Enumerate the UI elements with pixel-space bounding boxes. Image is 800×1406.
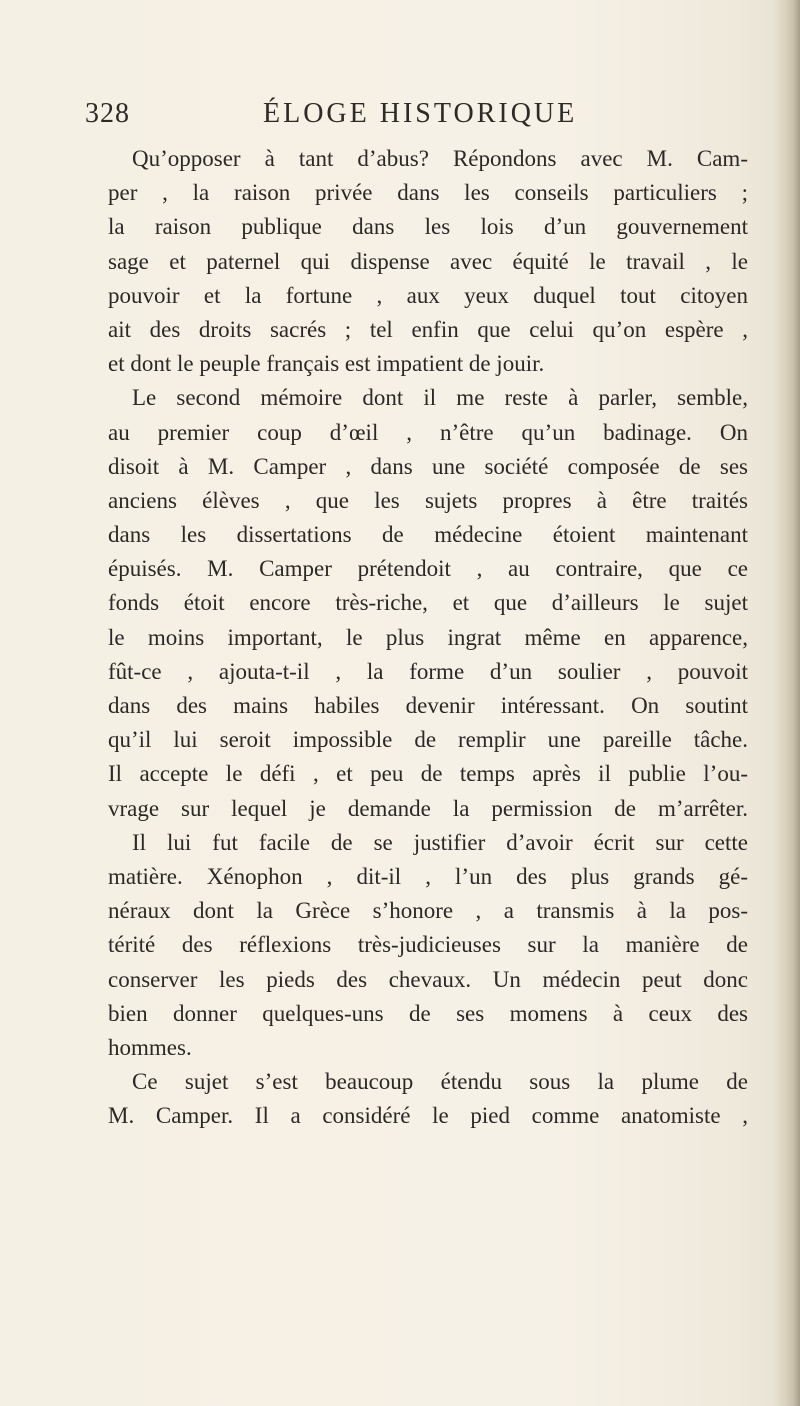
- text-line: hommes.: [108, 1034, 192, 1060]
- text-line: ait des droits sacrés ; tel enfin que celui qu’on espère ,: [108, 316, 748, 342]
- text-line: néraux dont la Grèce s’honore , a transmis à la pos-: [108, 898, 748, 924]
- text-line: Il accepte le défi , et peu de temps après il publie l’ou-: [108, 761, 748, 787]
- text-line: dans des mains habiles devenir intéressant. On soutint: [108, 693, 748, 718]
- text-line: fût-ce , ajouta-t-il , la forme d’un soulier , pouvoit: [108, 658, 748, 684]
- text-line: térité des réflexions très-judicieuses sur la manière de: [108, 932, 748, 958]
- text-line: le moins important, le plus ingrat même en apparence,: [108, 624, 748, 650]
- text-line: au premier coup d’œil , n’être qu’un badinage. On: [108, 419, 748, 445]
- text-line: Le second mémoire dont il me reste à parler, semble,: [132, 385, 748, 411]
- text-line: la raison publique dans les lois d’un gouvernement: [108, 214, 748, 240]
- text-line: matière. Xénophon , dit-il , l’un des plus grands gé-: [108, 863, 748, 889]
- page-number: 328: [85, 98, 130, 129]
- text-line: et dont le peuple français est impatient de jouir.: [108, 351, 545, 377]
- text-line: sage et paternel qui dispense avec équité le travail , le: [108, 248, 748, 274]
- text-line: Ce sujet s’est beaucoup étendu sous la plume de: [132, 1069, 748, 1095]
- text-line: per , la raison privée dans les conseils particuliers ;: [108, 180, 748, 206]
- page-header: [85, 98, 725, 138]
- text-line: pouvoir et la fortune , aux yeux duquel tout citoyen: [108, 282, 748, 308]
- text-line: Qu’opposer à tant d’abus? Répondons avec M. Cam-: [132, 146, 748, 171]
- text-line: vrage sur lequel je demande la permission de m’arrêter.: [108, 795, 748, 821]
- body-text: [108, 142, 748, 1133]
- text-line: M. Camper. Il a considéré le pied comme anatomiste ,: [108, 1103, 748, 1129]
- text-line: Il lui fut facile de se justifier d’avoir écrit sur cette: [132, 829, 748, 855]
- running-title: ÉLOGE HISTORIQUE: [263, 98, 578, 129]
- text-line: qu’il lui seroit impossible de remplir une pareille tâche.: [108, 727, 748, 753]
- text-line: conserver les pieds des chevaux. Un médecin peut donc: [108, 966, 748, 992]
- text-line: disoit à M. Camper , dans une société composée de ses: [108, 453, 748, 479]
- text-line: anciens élèves , que les sujets propres à être traités: [108, 487, 748, 513]
- text-line: bien donner quelques-uns de ses momens à ceux des: [108, 1000, 748, 1026]
- text-line: épuisés. M. Camper prétendoit , au contraire, que ce: [108, 556, 748, 582]
- text-line: dans les dissertations de médecine étoient maintenant: [108, 522, 748, 548]
- text-line: fonds étoit encore très-riche, et que d’ailleurs le sujet: [108, 590, 748, 616]
- page-edge-shadow: [774, 0, 800, 1406]
